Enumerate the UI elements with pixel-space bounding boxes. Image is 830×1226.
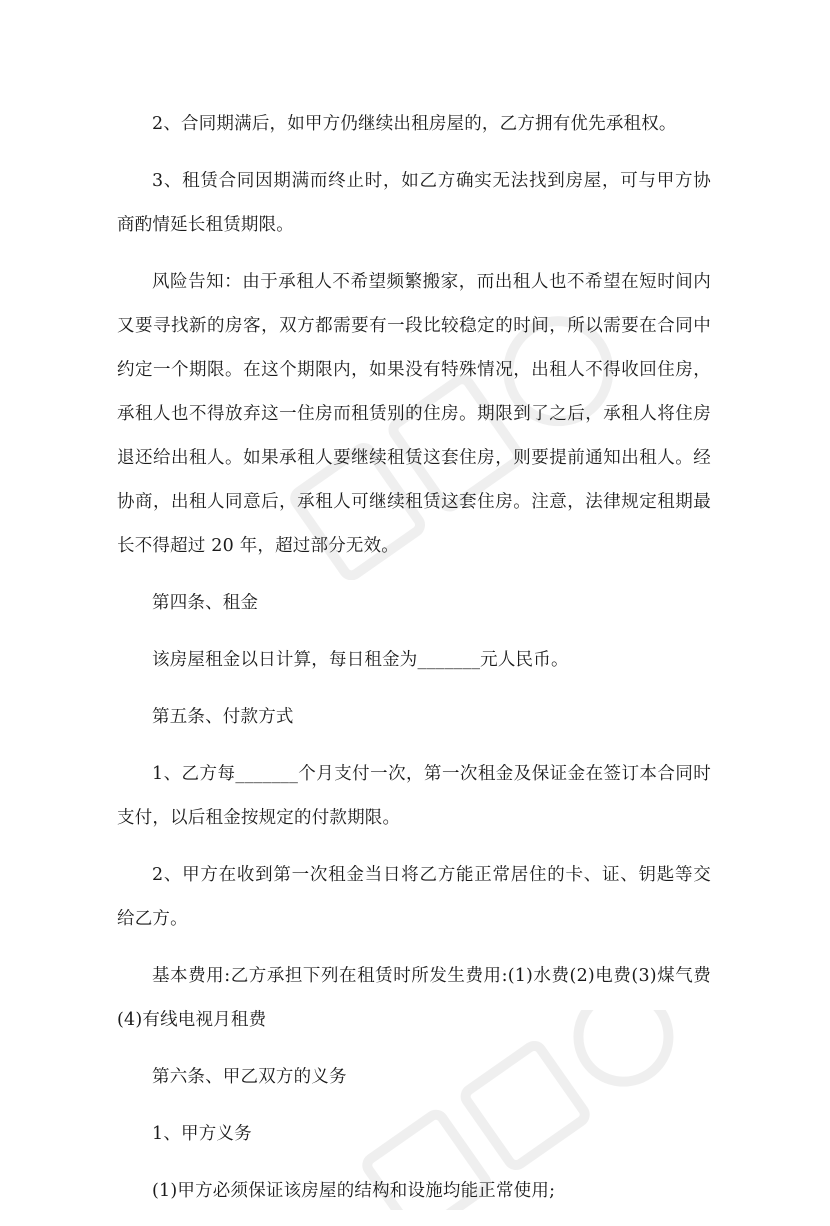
- party-a-obligation-1: (1)甲方必须保证该房屋的结构和设施均能正常使用;: [152, 1181, 556, 1201]
- article-6-heading: 第六条、甲乙双方的义务: [152, 1067, 347, 1087]
- risk-notice-paragraph: 风险告知：由于承租人不希望频繁搬家，而出租人也不希望在短时间内又要寻找新的房客，双方都需要有一段比较稳定的时间，所以需要在合同中约定一个期限。在这个期限内，如果没有特殊情况，出租人不得收回住房，承租人也不得放弃这一住房而租赁别的住房。期限到了之后，承租人将住房退还给出租人。如果承租人要继续租赁这套住房，则要提前通知出租人。经协商，出租人同意后，承租人可继续租赁这套住房。注意，法律规定租期最长不得超过 20 年，超过部分无效。: [117, 272, 711, 556]
- article-4-heading: 第四条、租金: [152, 593, 259, 613]
- clause-renewal-priority: 2、合同期满后，如甲方仍继续出租房屋的，乙方拥有优先承租权。: [152, 114, 677, 134]
- payment-frequency-clause: 1、乙方每_______个月支付一次，第一次租金及保证金在签订本合同时支付，以后租金按规定的付款期限。: [117, 764, 711, 828]
- party-a-obligations-heading: 1、甲方义务: [152, 1124, 252, 1144]
- basic-fees-clause: 基本费用:乙方承担下列在租赁时所发生费用:(1)水费(2)电费(3)煤气费(4)有线电视月租费: [117, 966, 711, 1030]
- key-handover-clause: 2、甲方在收到第一次租金当日将乙方能正常居住的卡、证、钥匙等交给乙方。: [117, 865, 711, 929]
- rent-amount-clause: 该房屋租金以日计算，每日租金为_______元人民币。: [152, 650, 569, 670]
- document-body: [117, 102, 711, 1226]
- article-5-heading: 第五条、付款方式: [152, 707, 294, 727]
- clause-extension-negotiation: 3、租赁合同因期满而终止时，如乙方确实无法找到房屋，可与甲方协商酌情延长租赁期限。: [117, 171, 711, 235]
